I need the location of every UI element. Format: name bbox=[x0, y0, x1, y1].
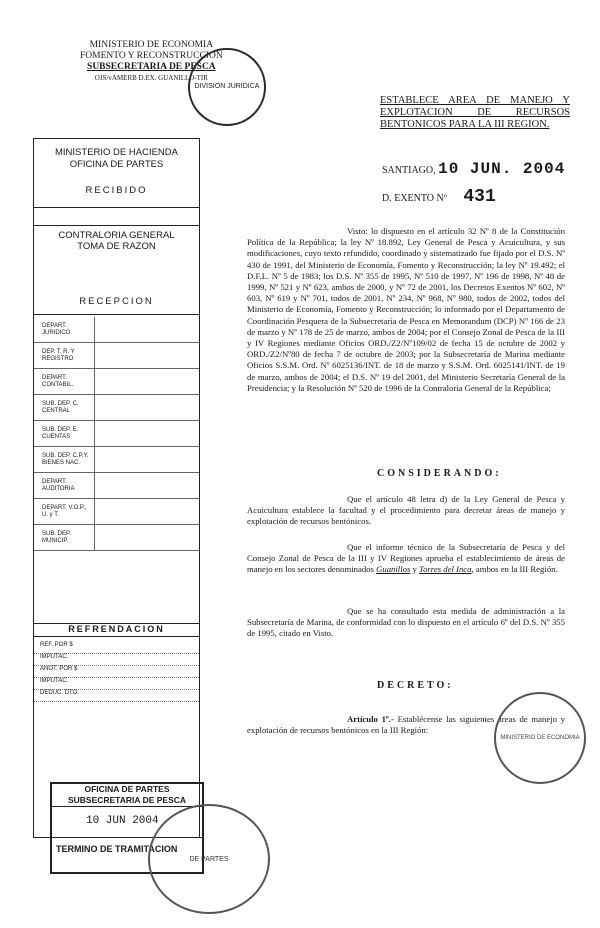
articulo-1: Artículo 1º.- Establécense las siguientes áreas de manejo y explotación de recursos bentónicos en la III Región: bbox=[247, 714, 565, 736]
refrendacion-row: IMPUTAC. bbox=[34, 654, 199, 666]
contraloria-box: CONTRALORIA GENERAL TOMA DE RAZON RECEPCION bbox=[34, 225, 199, 315]
routing-row: DEPART. JURIDICO bbox=[34, 317, 199, 343]
routing-row: DEP. T. R. Y REGISTRO bbox=[34, 343, 199, 369]
decree-number-line bbox=[382, 187, 496, 207]
stamp-date: 10 JUN 2004 bbox=[86, 815, 159, 827]
considerando-3: Que se ha consultado esta medida de administración a la Subsecretaría de Marina, de conformidad con lo dispuesto en el artículo 6º del D.S. Nº 355 de 1995, citado en Visto. bbox=[247, 606, 565, 639]
refrendacion-header: REFRENDACION bbox=[34, 623, 199, 637]
decreto-title: DECRETO: bbox=[377, 680, 454, 691]
hacienda-box: MINISTERIO DE HACIENDA OFICINA DE PARTES RECIBIDO bbox=[34, 139, 199, 208]
refrendacion-row: ANOT. POR $ bbox=[34, 666, 199, 678]
reference-code: OJS/vAMERB D.EX. GUANILLO-TIR bbox=[94, 74, 208, 82]
decree-number: 431 bbox=[463, 187, 496, 207]
routing-row: DEPART. AUDITORIA bbox=[34, 473, 199, 499]
routing-row: SUB. DEP. MUNICIP. bbox=[34, 525, 199, 551]
refrendacion-rows bbox=[34, 642, 199, 702]
routing-row: SUB. DEP. C.P.Y. BIENES NAC. bbox=[34, 447, 199, 473]
left-control-column bbox=[33, 138, 200, 838]
refrendacion-row: IMPUTAC. bbox=[34, 678, 199, 690]
place-label: SANTIAGO, bbox=[382, 165, 436, 176]
date-line bbox=[382, 160, 565, 178]
oficina-partes-stamp: OFICINA DE PARTES SUBSECRETARIA DE PESCA 10 JUN 2004 TERMINO DE TRAMITACION bbox=[50, 782, 204, 874]
ministry-seal-right: MINISTERIO DE ECONOMIA bbox=[494, 692, 586, 784]
routing-row: DEPART. V.O.P., U. y T. bbox=[34, 499, 199, 525]
considerando-2: Que el informe técnico de la Subsecretaría de Pesca y del Consejo Zonal de Pesca de la III y IV Regiones aprueba el establecimiento de áreas de manejo en los sectores denominados Guanillos y Torres del Inca, ambos en la III Región. bbox=[247, 542, 565, 575]
document-title: ESTABLECE AREA DE MANEJO Y EXPLOTACION DE RECURSOS BENTONICOS PARA LA III REGION. bbox=[380, 95, 570, 130]
division-juridica-stamp: DIVISION JURIDICA bbox=[188, 48, 266, 126]
considerando-1: Que el artículo 48 letra d) de la Ley General de Pesca y Acuicultura establece la facultad y el procedimiento para decretar áreas de manejo y explotación de recursos bentónicos. bbox=[247, 494, 565, 527]
routing-row: DEPART. CONTABIL. bbox=[34, 369, 199, 395]
considerando-title: CONSIDERANDO: bbox=[377, 468, 502, 479]
routing-row: SUB. DEP. C. CENTRAL bbox=[34, 395, 199, 421]
ministry-name: MINISTERIO DE ECONOMIA bbox=[89, 40, 214, 50]
visto-paragraph: Visto: lo dispuesto en el artículo 32 Nº 8 de la Constitución Política de la República; la ley Nº 18.892, Ley General de Pesca y Acuicultura, y sus modificaciones, cuyo texto refundido, coordinado y sistematizado fue fijado por el D.S. Nº 430 de 1991, del Ministerio de Economía, Fomento y Reconstrucción; la ley Nº 19.492; el D.F.L. Nº 5 de 1983; los D.S. Nº 355 de 1995, Nº 510 de 1997, Nº 196 de 1998, Nº 48 de 1999, Nº 521 y Nº 623, ambos de 2000, y Nº 72 de 2001, los Decretos Exentos Nº 602, Nº 603, Nº 619 y Nº 701, todos de 2001, Nº 234, Nº 968, Nº 980, todos de 2002, todos del Ministerio de Economía, Fomento y Reconstrucción; lo informado por el Departamento de Coordinación Pesquera de la Subsecretaría de Pesca en Memorandum (DCP) Nº 166 de 23 de marzo y Nº 178 de 25 de marzo, ambos de 2004; por el Consejo Zonal de Pesca de la III y IV Regiones mediante Oficios ORD./Z2/Nº109/02 de fecha 15 de octubre de 2002 y ORD./Z2/Nº80 de fecha 7 de octubre de 2003; por la Subsecretaría de Marina mediante Oficios S.S.M. Ord. Nº 6025136/INT. de 18 de marzo y S.S.M. Ord. 6025141/INT. de 19 de marzo, ambos de 2004; el D.S. Nº 19 del 2001, del Ministerio Secretaría General de la Presidencia; y la Resolución Nº 520 de 1996 de la Contraloría General de la República; bbox=[247, 226, 565, 393]
refrendacion-row: REF. POR $ bbox=[34, 642, 199, 654]
routing-row: SUB. DEP. E. CUENTAS bbox=[34, 421, 199, 447]
refrendacion-row: DEDUC. DTO. bbox=[34, 690, 199, 702]
decree-label: D. EXENTO Nº bbox=[382, 193, 447, 204]
routing-rows bbox=[34, 317, 199, 551]
date-stamp: 10 JUN. 2004 bbox=[438, 160, 566, 178]
termino-tramitacion: TERMINO DE TRAMITACION bbox=[52, 837, 202, 860]
subsecretaria-name: SUBSECRETARIA DE PESCA bbox=[87, 62, 216, 72]
ministry-subname: FOMENTO Y RECONSTRUCCION bbox=[80, 51, 223, 61]
oficina-partes-seal: DE PARTES bbox=[148, 804, 270, 914]
